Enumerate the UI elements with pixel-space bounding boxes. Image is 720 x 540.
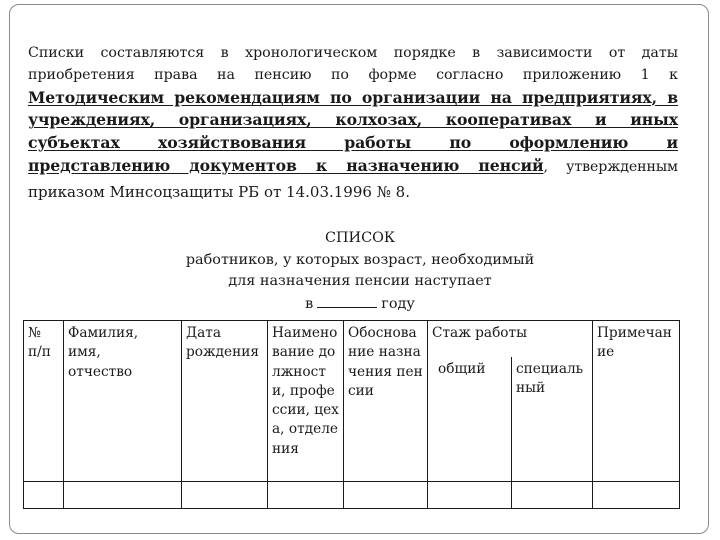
intro-paragraph [28, 42, 678, 204]
header-birth [182, 321, 268, 482]
intro-line-1: Списки составляются в хронологическом порядке в зависимости от даты [28, 45, 678, 61]
intro-bold-line-3: субъектах хозяйствования работы по оформлению и [28, 132, 678, 152]
cell-name[interactable] [64, 482, 182, 509]
cell-experience-total[interactable] [428, 482, 512, 509]
table-header-row [24, 321, 680, 357]
cell-note[interactable] [593, 482, 680, 509]
cell-num[interactable] [24, 482, 64, 509]
header-birth-text: Дата рождения [186, 325, 260, 361]
year-suffix: году [381, 295, 415, 312]
header-name-text: Фамилия, имя, отчество [68, 325, 139, 380]
year-prefix: в [305, 295, 314, 312]
intro-bold-text-4: представлению документов к назначению пенсий [28, 155, 544, 175]
header-position-text: Наименование должности, профессии, цеха, отделения [272, 325, 339, 457]
list-title [0, 228, 720, 315]
list-title-line-3: для назначения пенсии наступает [228, 273, 492, 289]
list-title-year-line [0, 293, 720, 316]
header-experience-total [428, 357, 512, 482]
header-num [24, 321, 64, 482]
intro-after-bold: , утвержденным [543, 158, 678, 175]
header-num-text: № п/п [28, 325, 51, 361]
header-experience-special [512, 357, 593, 482]
intro-line-2: приобретения права на пенсию по форме согласно приложению 1 к [28, 67, 678, 84]
staff-table [23, 320, 680, 509]
header-basis-text: Обоснование назначения пенсии [348, 325, 423, 399]
header-experience-text: Стаж работы [432, 325, 528, 341]
cell-birth[interactable] [182, 482, 268, 509]
intro-bold-line-1: Методическим рекомендациям по организации на предприятиях, в [28, 87, 678, 107]
header-experience-total-text: общий [438, 360, 486, 377]
header-name [64, 321, 182, 482]
header-experience-special-text: специальный [516, 360, 584, 396]
header-experience [428, 321, 593, 357]
intro-last-line: приказом Минсоцзащиты РБ от 14.03.1996 № 8. [28, 183, 410, 202]
cell-experience-special[interactable] [512, 482, 593, 509]
cell-basis[interactable] [344, 482, 428, 509]
header-note [593, 321, 680, 482]
header-note-text: Примечание [597, 325, 672, 361]
header-position [268, 321, 344, 482]
header-basis [344, 321, 428, 482]
intro-bold-line-2: учреждениях, организациях, колхозах, кооперативах и иных [28, 110, 678, 130]
list-title-line-2: работников, у которых возраст, необходимый [185, 251, 535, 268]
intro-bold-line-4 [28, 155, 678, 178]
list-title-heading: СПИСОК [324, 230, 396, 246]
table-row [24, 482, 680, 509]
cell-position[interactable] [268, 482, 344, 509]
year-blank-field [317, 293, 377, 308]
